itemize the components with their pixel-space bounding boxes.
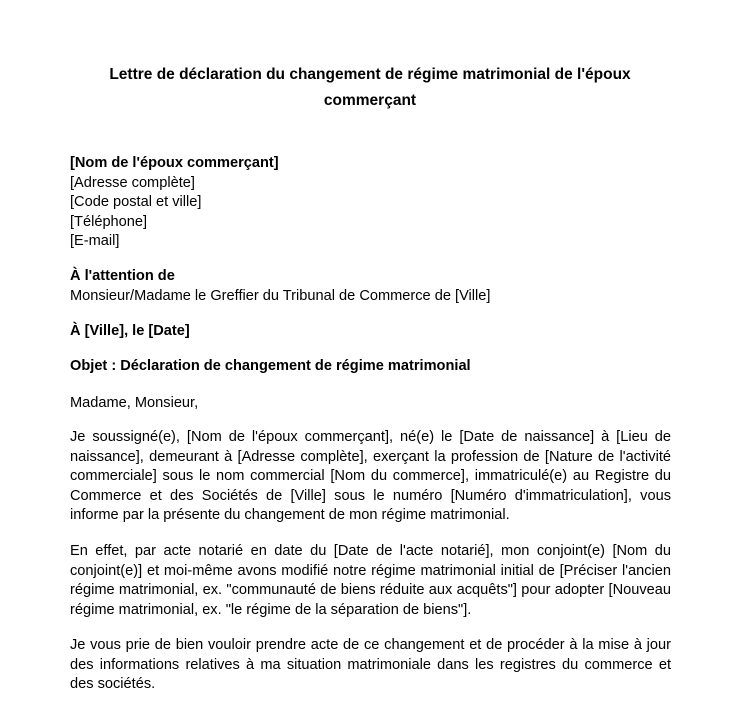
sender-name: [Nom de l'époux commerçant] — [70, 155, 279, 171]
body-paragraph-2: En effet, par acte notarié en date du [Date de l'acte notarié], mon conjoint(e) [Nom du conjoint(e)] et moi-même avons modifié notre régime matrimonial initial de [Préciser l'ancien régime matrimonial, ex. "communauté de biens réduite aux acquêts"] pour adopter [Nouveau régime matrimonial, ex. "le régime de la séparation de biens"]. — [70, 543, 671, 618]
subject-line: Objet : Déclaration de changement de régime matrimonial — [70, 358, 471, 374]
sender-email: [E-mail] — [70, 233, 120, 250]
sender-address: [Adresse complète] — [70, 174, 195, 191]
document-title: Lettre de déclaration du changement de régime matrimonial de l'époux commerçant — [109, 66, 631, 109]
sender-phone: [Téléphone] — [70, 213, 148, 230]
salutation: Madame, Monsieur, — [70, 395, 199, 411]
recipient-label: À l'attention de — [70, 268, 175, 284]
body-paragraph-1: Je soussigné(e), [Nom de l'époux commerçant], né(e) le [Date de naissance] à [Lieu de naissance], demeurant à [Adresse complète], exerçant la profession de [Nature de l'activité commerciale] sous le nom commercial [Nom du commerce], immatriculé(e) au Registre du Commerce et des Sociétés de [Ville] sous le numéro [Numéro d'immatriculation], vous informe par la présente du changement de mon régime matrimonial. — [70, 429, 671, 524]
recipient-block — [70, 267, 671, 306]
place-date: À [Ville], le [Date] — [70, 323, 190, 339]
body-paragraph-3: Je vous prie de bien vouloir prendre acte de ce changement et de procéder à la mise à jour des informations relatives à ma situation matrimoniale dans les registres du commerce et des sociétés. — [70, 637, 671, 693]
sender-block — [70, 154, 671, 252]
sender-postal-city: [Code postal et ville] — [70, 194, 202, 211]
recipient-name: Monsieur/Madame le Greffier du Tribunal de Commerce de [Ville] — [70, 287, 491, 304]
